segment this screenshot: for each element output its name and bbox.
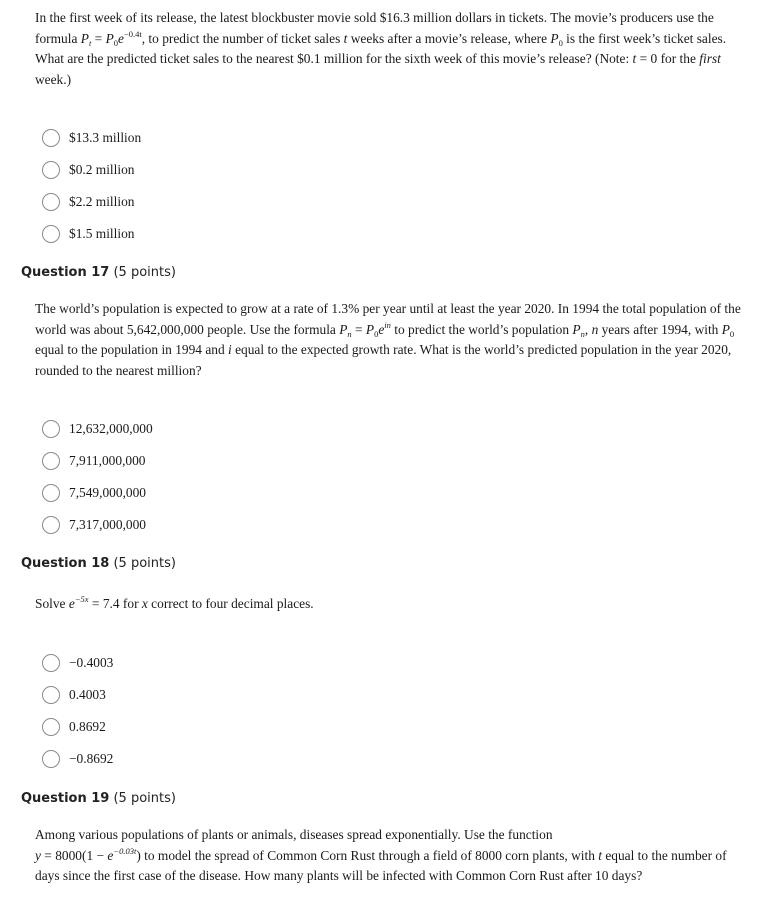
q16-text-part: In the first week of its release, the latest blockbuster movie sold $16.3 million dollars in tickets. The movie’s producers use the formula <box>35 10 714 46</box>
q19-text <box>35 825 747 887</box>
radio-button[interactable] <box>42 193 60 211</box>
formula-sub: 0 <box>374 328 379 339</box>
question-points: (5 points) <box>113 265 176 280</box>
q17-option-2[interactable] <box>42 450 146 472</box>
formula-var: P <box>105 30 114 46</box>
q16-text-part: = 0 for the <box>636 51 700 66</box>
formula-sub: 0 <box>558 37 563 48</box>
q17-text-part: equal to the population in 1994 and <box>35 342 229 357</box>
formula-var: t <box>598 847 602 863</box>
q17-text-part: The world’s population is expected to grow at a rate of 1.3% per year until at least the year 2020. In 1994 the total population of the world was about 5,642,000,000 people. Use the formula <box>35 301 741 337</box>
radio-button[interactable] <box>42 718 60 736</box>
q16-text-part: is the first week’s ticket sales. What are the predicted ticket sales to the nearest $0.1 million for the sixth week of this movie’s release? (Note: <box>35 30 727 66</box>
formula-var: P <box>550 30 559 46</box>
q17-option-1[interactable] <box>42 418 153 440</box>
q18-text <box>35 594 747 615</box>
option-label: 0.4003 <box>69 687 106 702</box>
q17-option-4[interactable] <box>42 514 146 536</box>
question-points: (5 points) <box>113 791 176 806</box>
radio-button[interactable] <box>42 484 60 502</box>
question-number: Question 19 <box>21 791 110 806</box>
q19-text-part: Among various populations of plants or animals, diseases spread exponentially. Use the function <box>35 827 553 842</box>
option-label: 12,632,000,000 <box>69 421 153 436</box>
option-label: 0.8692 <box>69 719 106 734</box>
radio-button[interactable] <box>42 750 60 768</box>
radio-button[interactable] <box>42 129 60 147</box>
q18-text-part: Solve <box>35 596 69 611</box>
q18-option-3[interactable] <box>42 716 106 738</box>
formula-sub: 0 <box>729 328 735 339</box>
question-18-header <box>21 556 176 571</box>
question-19-header <box>21 791 176 806</box>
formula-exponent: −0.03t <box>113 845 137 856</box>
formula-var: t <box>632 51 637 66</box>
q17-text-part: to predict the world’s population <box>390 321 573 337</box>
q19-text-part: equal to the number of days since the first case of the disease. How many plants will be infected with Common Corn Rust after 10 days? <box>35 847 727 883</box>
formula-e: e <box>378 321 385 337</box>
formula-e: e <box>107 847 114 863</box>
q18-option-1[interactable] <box>42 652 113 674</box>
question-points: (5 points) <box>113 556 176 571</box>
emphasis-first: first <box>699 51 721 66</box>
q18-option-4[interactable] <box>42 748 113 770</box>
option-label: $13.3 million <box>69 130 142 145</box>
formula-exponent: −0.4t <box>123 28 142 39</box>
q16-option-3[interactable] <box>42 191 134 213</box>
q16-option-1[interactable] <box>42 127 141 149</box>
formula-var: x <box>141 596 148 611</box>
question-number: Question 17 <box>21 265 110 280</box>
radio-button[interactable] <box>42 516 60 534</box>
q16-text-part: weeks after a movie’s release, where <box>347 30 551 46</box>
option-label: $1.5 million <box>69 226 135 241</box>
q18-option-2[interactable] <box>42 684 106 706</box>
q16-text-part: week.) <box>35 71 72 87</box>
formula-var: P <box>80 30 89 46</box>
q17-text <box>35 299 747 381</box>
formula-var: P <box>721 321 730 337</box>
formula-op: = <box>351 321 366 337</box>
formula-op: ) <box>136 847 141 863</box>
formula-var: t <box>343 30 348 46</box>
formula-op: = 8000(1 − <box>40 847 108 863</box>
radio-button[interactable] <box>42 654 60 672</box>
q16-text <box>35 8 747 90</box>
q17-text-part: equal to the expected growth rate. What is the world’s predicted population in the year 2020, rounded to the nearest million? <box>35 342 732 378</box>
formula-e: e <box>118 30 124 46</box>
radio-button[interactable] <box>42 161 60 179</box>
formula-op: = <box>91 30 106 46</box>
q16-text-part: , to predict the number of ticket sales <box>141 30 344 46</box>
option-label: 7,317,000,000 <box>69 517 146 532</box>
formula-sub: t <box>88 37 92 48</box>
formula-sub: n <box>347 328 352 339</box>
formula-sub: n <box>580 328 585 339</box>
option-label: −0.8692 <box>69 751 114 766</box>
q17-option-3[interactable] <box>42 482 146 504</box>
q16-option-2[interactable] <box>42 159 134 181</box>
option-label: $0.2 million <box>69 162 135 177</box>
formula-var: P <box>365 321 375 337</box>
q19-text-part: to model the spread of Common Corn Rust through a field of 8000 corn plants, with <box>140 847 599 863</box>
option-label: −0.4003 <box>69 655 114 670</box>
option-label: 7,911,000,000 <box>69 453 146 468</box>
formula-var: P <box>339 321 348 337</box>
formula-var: y <box>35 847 41 863</box>
option-label: 7,549,000,000 <box>69 485 146 500</box>
option-label: $2.2 million <box>69 194 135 209</box>
radio-button[interactable] <box>42 686 60 704</box>
formula-e: e <box>68 596 75 611</box>
q18-text-part: = 7.4 for <box>88 596 142 611</box>
radio-button[interactable] <box>42 420 60 438</box>
q16-option-4[interactable] <box>42 223 134 245</box>
question-number: Question 18 <box>21 556 110 571</box>
radio-button[interactable] <box>42 452 60 470</box>
q17-text-part: , <box>584 321 592 337</box>
formula-var: n <box>591 321 599 337</box>
formula-sub: 0 <box>113 37 118 48</box>
radio-button[interactable] <box>42 225 60 243</box>
question-17-header <box>21 265 176 280</box>
formula-exponent: in <box>384 319 391 330</box>
q17-text-part: years after 1994, with <box>598 321 722 337</box>
formula-var: i <box>228 342 232 357</box>
q18-text-part: correct to four decimal places. <box>147 596 314 611</box>
formula-var: P <box>572 321 581 337</box>
formula-exponent: −5x <box>74 594 89 604</box>
